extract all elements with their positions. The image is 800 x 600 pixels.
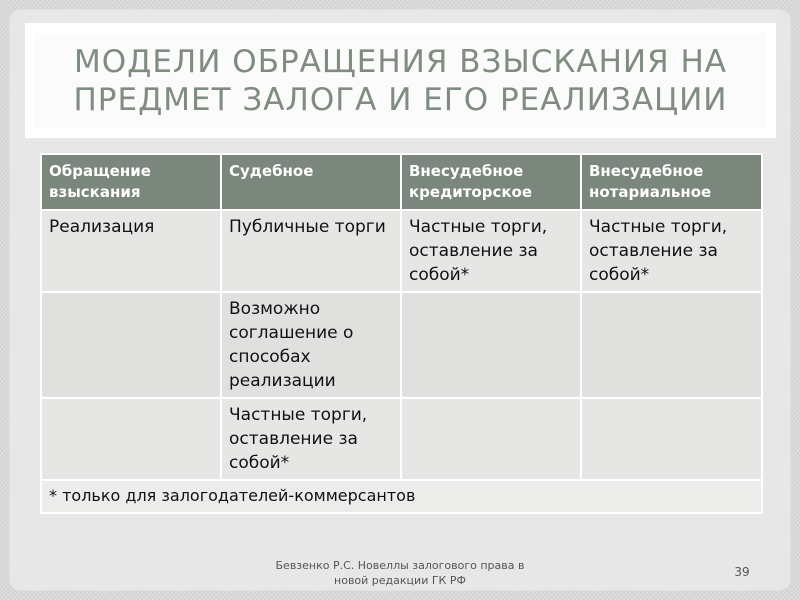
table-cell: Частные торги, оставление за собой*	[581, 210, 762, 292]
page-number: 39	[734, 565, 750, 579]
table-row	[41, 292, 762, 398]
header-cell-judicial: Судебное	[221, 154, 401, 210]
header-cell-creditor: Внесудебное кредиторское	[401, 154, 581, 210]
header-cell-notarial: Внесудебное нотариальное	[581, 154, 762, 210]
table-cell	[41, 292, 221, 398]
table-header-row	[41, 154, 762, 210]
table-row	[41, 210, 762, 292]
table-cell: Возможно соглашение о способах реализации	[221, 292, 401, 398]
table-cell: Публичные торги	[221, 210, 401, 292]
table-cell	[581, 398, 762, 480]
collection-models-table	[40, 153, 763, 514]
footnote-cell: * только для залогодателей-коммерсантов	[41, 480, 762, 513]
table-cell	[401, 292, 581, 398]
table-cell	[581, 292, 762, 398]
table-row	[41, 398, 762, 480]
header-cell-collection: Обращение взыскания	[41, 154, 221, 210]
table-cell: Частные торги, оставление за собой*	[221, 398, 401, 480]
slide-title: МОДЕЛИ ОБРАЩЕНИЯ ВЗЫСКАНИЯ НА ПРЕДМЕТ ЗАЛОГА И ЕГО РЕАЛИЗАЦИИ	[73, 43, 728, 118]
title-box	[25, 23, 776, 138]
table-cell	[401, 398, 581, 480]
slide-footer: Бевзенко Р.С. Новеллы залогового права в новой редакции ГК РФ	[275, 559, 525, 587]
footnote-row	[41, 480, 762, 513]
table-cell: Частные торги, оставление за собой*	[401, 210, 581, 292]
table-cell: Реализация	[41, 210, 221, 292]
table-cell	[41, 398, 221, 480]
title-inner	[35, 33, 766, 128]
